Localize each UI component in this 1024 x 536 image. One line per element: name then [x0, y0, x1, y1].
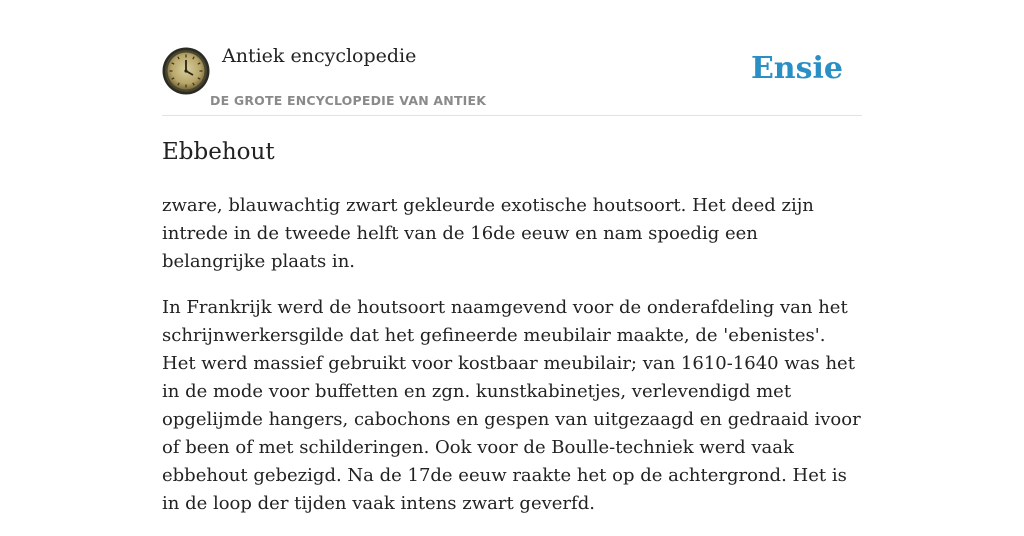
article-paragraph: In Frankrijk werd de houtsoort naamgevend voor de onderafdeling van het schrijnwerkersgilde dat het gefineerde meubilair maakte, de 'ebenistes'. Het werd massief gebruikt voor kostbaar meubilair; van 1610-1640 was het in de mode voor buffetten en zgn. kunstkabinetjes, verlevendigd met opgelijmde hangers, cabochons en gespen van uitgezaagd en gedraaid ivoor of been of met schilderingen. Ook voor de Boulle-techniek werd vaak ebbehout gebezigd. Na de 17de eeuw raakte het op de achtergrond. Het is in de loop der tijden vaak intens zwart geverfd.	[162, 297, 861, 514]
site-header	[162, 0, 862, 116]
page	[162, 0, 862, 512]
article-title: Ebbehout	[162, 139, 275, 165]
article-paragraph: zware, blauwachtig zwart gekleurde exotische houtsoort. Het deed zijn intrede in de tweede helft van de 16de eeuw en nam spoedig een belangrijke plaats in.	[162, 195, 814, 272]
article-body	[162, 192, 864, 536]
site-title[interactable]: Antiek encyclopedie	[222, 45, 417, 67]
antique-clock-icon[interactable]	[162, 47, 210, 95]
site-subtitle: DE GROTE ENCYCLOPEDIE VAN ANTIEK	[210, 93, 487, 108]
brand-logo[interactable]: Ensie	[750, 51, 843, 86]
